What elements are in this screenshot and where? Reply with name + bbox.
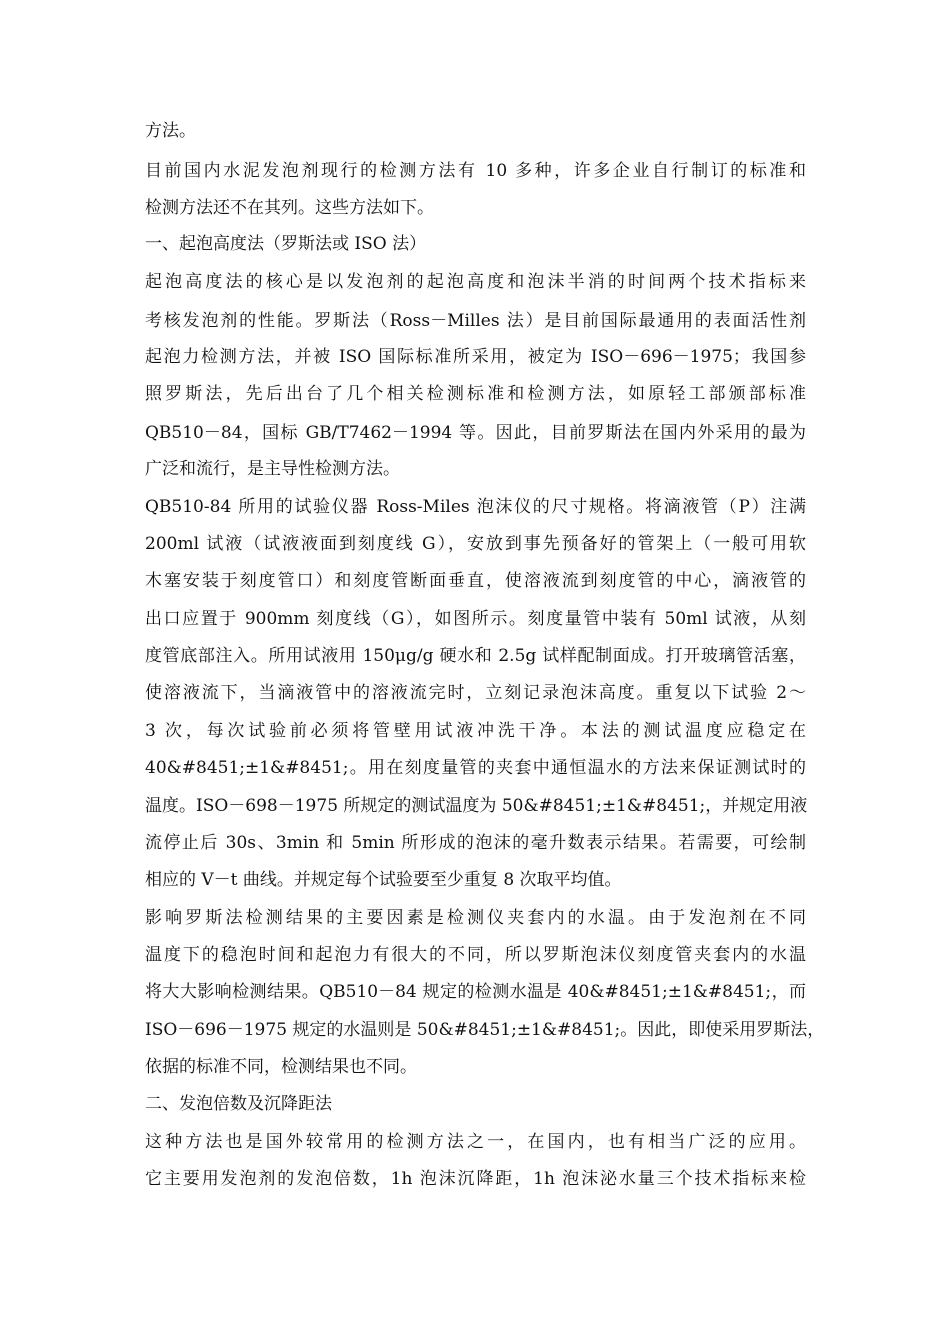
text-line: 200ml 试液（试液液面到刻度线 G），安放到事先预备好的管架上（一般可用软 — [145, 534, 806, 554]
text-line: 度管底部注入。所用试液用 150μg/g 硬水和 2.5g 试样配制面成。打开玻璃管活塞， — [145, 646, 806, 666]
text-line: 温度。ISO－698－1975 所规定的测试温度为 50&#8451;±1&#8451;，并规定用液 — [145, 796, 808, 816]
text-line: ISO－696－1975 规定的水温则是 50&#8451;±1&#8451;。因此，即使采用罗斯法， — [145, 1020, 825, 1040]
text-line: 这种方法也是国外较常用的检测方法之一，在国内，也有相当广泛的应用。 — [145, 1132, 806, 1152]
text-line: 3 次，每次试验前必须将管壁用试液冲洗干净。本法的测试温度应稳定在 — [145, 721, 806, 741]
section-heading: 一、起泡高度法（罗斯法或 ISO 法） — [145, 234, 427, 254]
text-line: 照罗斯法，先后出台了几个相关检测标准和检测方法，如原轻工部颁部标准 — [145, 384, 806, 404]
text-line: 温度下的稳泡时间和起泡力有很大的不同，所以罗斯泡沫仪刻度管夹套内的水温 — [145, 945, 806, 965]
text-line: 广泛和流行，是主导性检测方法。 — [145, 459, 400, 479]
text-line: 目前国内水泥发泡剂现行的检测方法有 10 多种，许多企业自行制订的标准和 — [145, 161, 806, 181]
text-line: 40&#8451;±1&#8451;。用在刻度量管的夹套中通恒温水的方法来保证测试时的 — [145, 758, 806, 778]
text-line: 木塞安装于刻度管口）和刻度管断面垂直，使溶液流到刻度管的中心，滴液管的 — [145, 571, 806, 591]
text-line: 使溶液流下，当滴液管中的溶液流完时，立刻记录泡沫高度。重复以下试验 2～ — [145, 683, 806, 703]
section-heading: 二、发泡倍数及沉降距法 — [145, 1094, 332, 1114]
text-line: 将大大影响检测结果。QB510－84 规定的检测水温是 40&#8451;±1&#8451;，而 — [145, 982, 806, 1002]
text-line: 起泡力检测方法，并被 ISO 国际标准所采用，被定为 ISO－696－1975；我国参 — [145, 347, 806, 367]
text-line: 流停止后 30s、3min 和 5min 所形成的泡沫的毫升数表示结果。若需要，可绘制 — [145, 833, 806, 853]
text-line: 影响罗斯法检测结果的主要因素是检测仪夹套内的水温。由于发泡剂在不同 — [145, 908, 806, 928]
text-line: 方法。 — [145, 121, 196, 141]
text-line: 起泡高度法的核心是以发泡剂的起泡高度和泡沫半消的时间两个技术指标来 — [145, 272, 806, 292]
text-line: 相应的 V－t 曲线。并规定每个试验要至少重复 8 次取平均值。 — [145, 870, 622, 890]
text-line: 检测方法还不在其列。这些方法如下。 — [145, 198, 434, 218]
text-line: 依据的标准不同，检测结果也不同。 — [145, 1057, 417, 1077]
text-line: 出口应置于 900mm 刻度线（G），如图所示。刻度量管中装有 50ml 试液，从刻 — [145, 609, 806, 629]
text-line: 考核发泡剂的性能。罗斯法（Ross－Milles 法）是目前国际最通用的表面活性剂 — [145, 311, 806, 331]
text-line: 它主要用发泡剂的发泡倍数，1h 泡沫沉降距，1h 泡沫泌水量三个技术指标来检 — [145, 1169, 806, 1189]
text-line: QB510－84，国标 GB/T7462－1994 等。因此，目前罗斯法在国内外采用的最为 — [145, 423, 806, 443]
text-line: QB510-84 所用的试验仪器 Ross-Miles 泡沫仪的尺寸规格。将滴液管（P）注满 — [145, 497, 806, 517]
